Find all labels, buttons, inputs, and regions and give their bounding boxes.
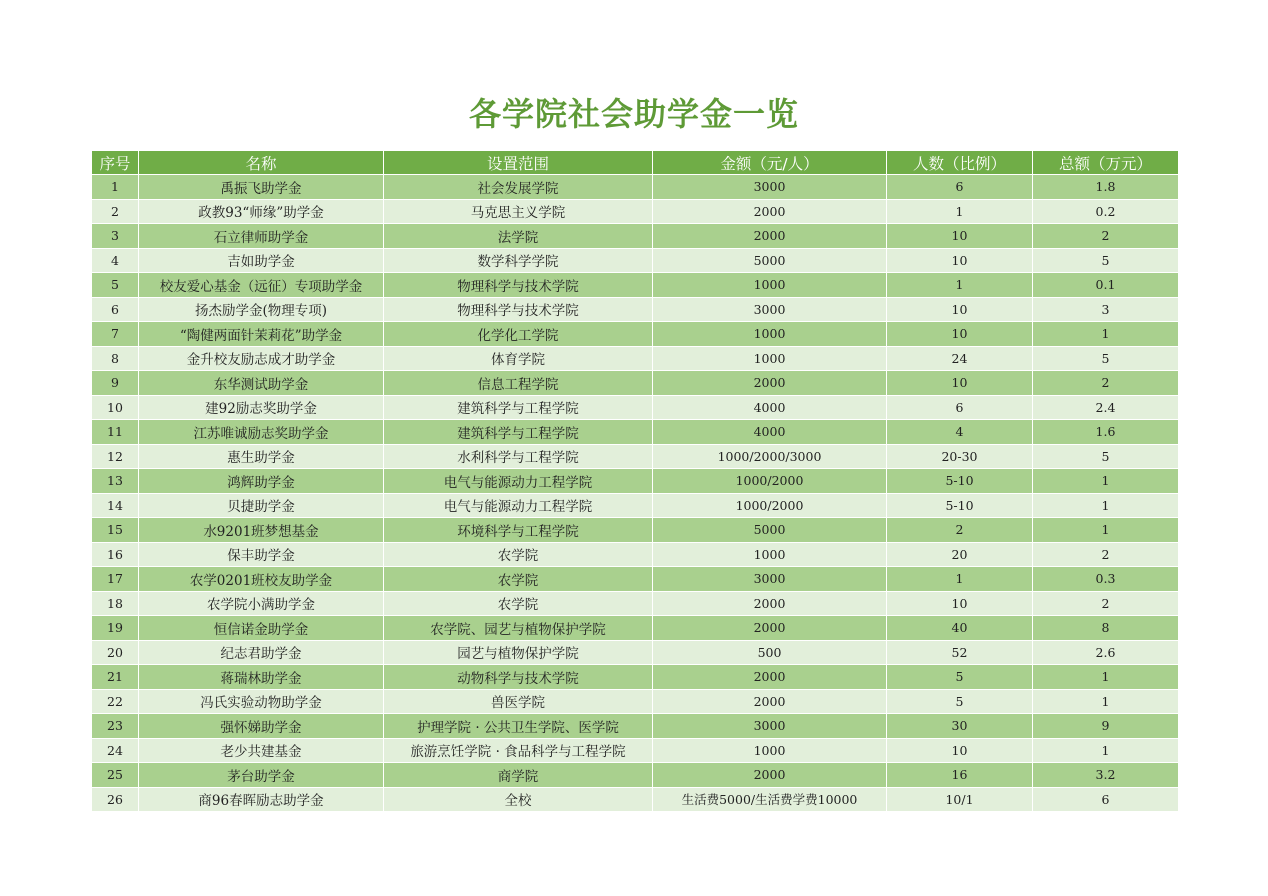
cell-index: 21 [92, 665, 139, 690]
cell-index: 8 [92, 346, 139, 371]
cell-name: 政教93“师缘”助学金 [139, 199, 384, 224]
cell-scope: 社会发展学院 [384, 175, 653, 200]
cell-index: 18 [92, 591, 139, 616]
cell-total: 1 [1033, 689, 1179, 714]
cell-name: 农学0201班校友助学金 [139, 567, 384, 592]
cell-count: 6 [887, 175, 1033, 200]
table-row [92, 346, 1179, 371]
cell-amount: 3000 [653, 714, 887, 739]
cell-count: 10 [887, 591, 1033, 616]
cell-scope: 护理学院 · 公共卫生学院、医学院 [384, 714, 653, 739]
cell-count: 5 [887, 665, 1033, 690]
cell-count: 10 [887, 248, 1033, 273]
cell-amount: 500 [653, 640, 887, 665]
cell-index: 24 [92, 738, 139, 763]
cell-scope: 全校 [384, 787, 653, 812]
cell-amount: 2000 [653, 591, 887, 616]
table-row [92, 787, 1179, 812]
cell-count: 5-10 [887, 493, 1033, 518]
cell-index: 17 [92, 567, 139, 592]
cell-amount: 2000 [653, 665, 887, 690]
header-total: 总额（万元） [1033, 151, 1179, 175]
cell-count: 10 [887, 371, 1033, 396]
cell-name: 纪志君助学金 [139, 640, 384, 665]
cell-scope: 动物科学与技术学院 [384, 665, 653, 690]
cell-name: 农学院小满助学金 [139, 591, 384, 616]
cell-total: 0.1 [1033, 273, 1179, 298]
cell-scope: 商学院 [384, 763, 653, 788]
cell-amount: 1000 [653, 346, 887, 371]
cell-name: 老少共建基金 [139, 738, 384, 763]
cell-name: 商96春晖励志助学金 [139, 787, 384, 812]
cell-count: 1 [887, 567, 1033, 592]
cell-amount: 1000/2000/3000 [653, 444, 887, 469]
cell-scope: 农学院、园艺与植物保护学院 [384, 616, 653, 641]
cell-amount: 1000/2000 [653, 493, 887, 518]
cell-index: 20 [92, 640, 139, 665]
cell-name: 惠生助学金 [139, 444, 384, 469]
cell-name: 扬杰励学金(物理专项) [139, 297, 384, 322]
cell-total: 0.2 [1033, 199, 1179, 224]
cell-scope: 电气与能源动力工程学院 [384, 469, 653, 494]
cell-index: 14 [92, 493, 139, 518]
cell-name: 吉如助学金 [139, 248, 384, 273]
cell-count: 1 [887, 199, 1033, 224]
cell-amount: 2000 [653, 616, 887, 641]
table-row [92, 469, 1179, 494]
cell-name: 建92励志奖助学金 [139, 395, 384, 420]
cell-name: 禹振飞助学金 [139, 175, 384, 200]
cell-index: 6 [92, 297, 139, 322]
cell-index: 1 [92, 175, 139, 200]
cell-total: 0.3 [1033, 567, 1179, 592]
cell-scope: 园艺与植物保护学院 [384, 640, 653, 665]
cell-index: 19 [92, 616, 139, 641]
cell-count: 2 [887, 518, 1033, 543]
cell-scope: 法学院 [384, 224, 653, 249]
cell-count: 4 [887, 420, 1033, 445]
table-row [92, 248, 1179, 273]
cell-name: 金升校友励志成才助学金 [139, 346, 384, 371]
cell-total: 5 [1033, 248, 1179, 273]
cell-count: 20 [887, 542, 1033, 567]
cell-amount: 1000 [653, 542, 887, 567]
cell-amount: 5000 [653, 518, 887, 543]
table-row [92, 297, 1179, 322]
table-row [92, 640, 1179, 665]
cell-scope: 建筑科学与工程学院 [384, 420, 653, 445]
cell-scope: 农学院 [384, 542, 653, 567]
table-row [92, 420, 1179, 445]
cell-count: 30 [887, 714, 1033, 739]
cell-scope: 水利科学与工程学院 [384, 444, 653, 469]
cell-scope: 兽医学院 [384, 689, 653, 714]
cell-amount: 5000 [653, 248, 887, 273]
cell-index: 3 [92, 224, 139, 249]
cell-scope: 环境科学与工程学院 [384, 518, 653, 543]
cell-name: 东华测试助学金 [139, 371, 384, 396]
cell-name: 蒋瑞林助学金 [139, 665, 384, 690]
cell-index: 23 [92, 714, 139, 739]
table-row [92, 763, 1179, 788]
cell-scope: 农学院 [384, 567, 653, 592]
cell-index: 12 [92, 444, 139, 469]
cell-total: 2.6 [1033, 640, 1179, 665]
cell-index: 16 [92, 542, 139, 567]
cell-name: 石立律师助学金 [139, 224, 384, 249]
cell-amount: 4000 [653, 395, 887, 420]
cell-total: 5 [1033, 444, 1179, 469]
cell-scope: 马克思主义学院 [384, 199, 653, 224]
cell-total: 1 [1033, 322, 1179, 347]
cell-scope: 信息工程学院 [384, 371, 653, 396]
table-row [92, 175, 1179, 200]
cell-count: 10 [887, 322, 1033, 347]
cell-amount: 3000 [653, 567, 887, 592]
cell-count: 40 [887, 616, 1033, 641]
header-name: 名称 [139, 151, 384, 175]
cell-amount: 1000 [653, 322, 887, 347]
cell-name: 鸿辉助学金 [139, 469, 384, 494]
table-row [92, 395, 1179, 420]
cell-index: 4 [92, 248, 139, 273]
cell-name: 强怀娣助学金 [139, 714, 384, 739]
table-row [92, 665, 1179, 690]
cell-amount: 1000 [653, 738, 887, 763]
cell-index: 5 [92, 273, 139, 298]
cell-count: 16 [887, 763, 1033, 788]
table-row [92, 738, 1179, 763]
cell-total: 9 [1033, 714, 1179, 739]
cell-index: 26 [92, 787, 139, 812]
cell-index: 7 [92, 322, 139, 347]
cell-total: 5 [1033, 346, 1179, 371]
cell-scope: 农学院 [384, 591, 653, 616]
cell-count: 10/1 [887, 787, 1033, 812]
cell-scope: 体育学院 [384, 346, 653, 371]
cell-total: 2 [1033, 371, 1179, 396]
cell-index: 2 [92, 199, 139, 224]
cell-amount: 3000 [653, 297, 887, 322]
cell-amount: 1000 [653, 273, 887, 298]
table-row [92, 616, 1179, 641]
cell-count: 6 [887, 395, 1033, 420]
table-row [92, 714, 1179, 739]
table-row [92, 567, 1179, 592]
table-body [92, 175, 1179, 812]
cell-total: 2.4 [1033, 395, 1179, 420]
cell-count: 24 [887, 346, 1033, 371]
cell-name: 冯氏实验动物助学金 [139, 689, 384, 714]
cell-count: 5 [887, 689, 1033, 714]
cell-total: 3.2 [1033, 763, 1179, 788]
cell-name: 贝捷助学金 [139, 493, 384, 518]
table-row [92, 689, 1179, 714]
cell-amount: 1000/2000 [653, 469, 887, 494]
cell-index: 13 [92, 469, 139, 494]
cell-index: 10 [92, 395, 139, 420]
cell-scope: 物理科学与技术学院 [384, 273, 653, 298]
cell-scope: 数学科学学院 [384, 248, 653, 273]
cell-count: 10 [887, 738, 1033, 763]
cell-name: 恒信诺金助学金 [139, 616, 384, 641]
cell-amount: 4000 [653, 420, 887, 445]
cell-amount: 2000 [653, 371, 887, 396]
table-row [92, 444, 1179, 469]
cell-count: 10 [887, 297, 1033, 322]
cell-amount: 生活费5000/生活费学费10000 [653, 787, 887, 812]
scholarship-table [91, 150, 1179, 812]
table-row [92, 518, 1179, 543]
cell-total: 2 [1033, 542, 1179, 567]
cell-count: 52 [887, 640, 1033, 665]
cell-scope: 物理科学与技术学院 [384, 297, 653, 322]
cell-total: 2 [1033, 591, 1179, 616]
header-amount: 金额（元/人） [653, 151, 887, 175]
cell-total: 1 [1033, 493, 1179, 518]
cell-total: 1.6 [1033, 420, 1179, 445]
table-row [92, 371, 1179, 396]
cell-amount: 2000 [653, 689, 887, 714]
cell-count: 1 [887, 273, 1033, 298]
table-row [92, 273, 1179, 298]
cell-total: 1 [1033, 518, 1179, 543]
cell-index: 22 [92, 689, 139, 714]
cell-scope: 建筑科学与工程学院 [384, 395, 653, 420]
cell-count: 5-10 [887, 469, 1033, 494]
cell-total: 6 [1033, 787, 1179, 812]
cell-name: “陶健两面针茉莉花”助学金 [139, 322, 384, 347]
cell-count: 20-30 [887, 444, 1033, 469]
cell-index: 9 [92, 371, 139, 396]
cell-index: 11 [92, 420, 139, 445]
cell-name: 水9201班梦想基金 [139, 518, 384, 543]
cell-count: 10 [887, 224, 1033, 249]
header-count: 人数（比例） [887, 151, 1033, 175]
cell-name: 校友爱心基金（远征）专项助学金 [139, 273, 384, 298]
cell-total: 1 [1033, 738, 1179, 763]
table-row [92, 542, 1179, 567]
cell-total: 1.8 [1033, 175, 1179, 200]
table-row [92, 224, 1179, 249]
cell-amount: 2000 [653, 224, 887, 249]
cell-total: 3 [1033, 297, 1179, 322]
cell-scope: 电气与能源动力工程学院 [384, 493, 653, 518]
cell-amount: 2000 [653, 763, 887, 788]
header-scope: 设置范围 [384, 151, 653, 175]
cell-total: 2 [1033, 224, 1179, 249]
table-row [92, 199, 1179, 224]
cell-scope: 化学化工学院 [384, 322, 653, 347]
cell-amount: 3000 [653, 175, 887, 200]
cell-index: 15 [92, 518, 139, 543]
header-index: 序号 [92, 151, 139, 175]
cell-name: 江苏唯诚励志奖助学金 [139, 420, 384, 445]
cell-name: 茅台助学金 [139, 763, 384, 788]
cell-total: 1 [1033, 665, 1179, 690]
cell-total: 1 [1033, 469, 1179, 494]
cell-amount: 2000 [653, 199, 887, 224]
table-header-row [92, 151, 1179, 175]
table-row [92, 591, 1179, 616]
cell-index: 25 [92, 763, 139, 788]
table-row [92, 493, 1179, 518]
page-title: 各学院社会助学金一览 [468, 95, 799, 133]
table-row [92, 322, 1179, 347]
cell-name: 保丰助学金 [139, 542, 384, 567]
cell-total: 8 [1033, 616, 1179, 641]
cell-scope: 旅游烹饪学院 · 食品科学与工程学院 [384, 738, 653, 763]
